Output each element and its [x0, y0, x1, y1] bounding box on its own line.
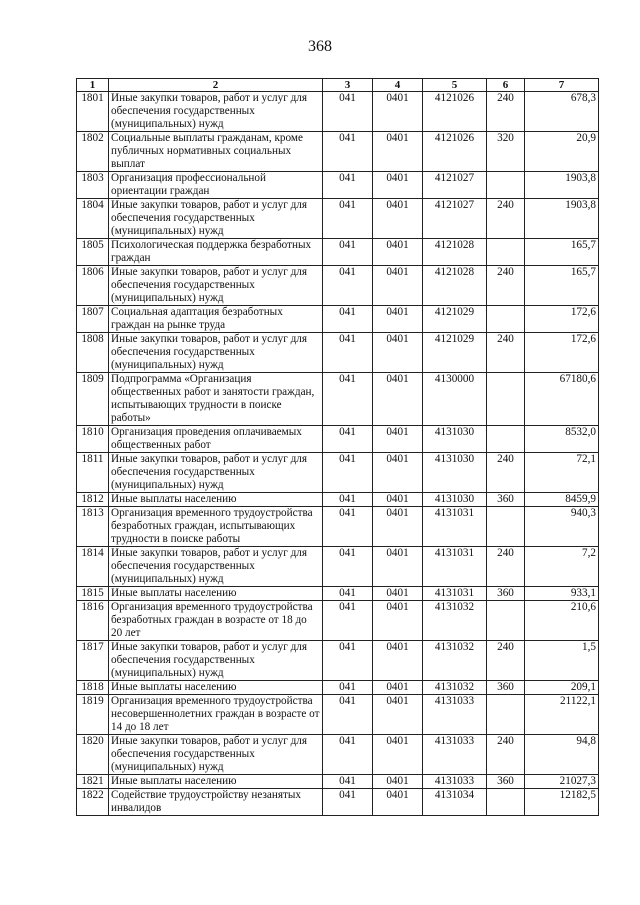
- row-target-code: 4121029: [423, 333, 487, 373]
- column-header: 2: [109, 79, 323, 92]
- row-expense-type: [487, 695, 525, 735]
- table-row: [77, 641, 599, 681]
- row-expense-type: 240: [487, 453, 525, 493]
- row-expense-type: 320: [487, 132, 525, 172]
- table-row: [77, 789, 599, 816]
- row-amount: 72,1: [525, 453, 599, 493]
- row-target-code: 4131033: [423, 735, 487, 775]
- row-ministry-code: 041: [323, 266, 373, 306]
- row-expense-type: 240: [487, 92, 525, 132]
- row-name: Организация временного трудоустройства несовершеннолетних граждан в возрасте от 14 до 18 лет: [109, 695, 323, 735]
- row-amount: 209,1: [525, 681, 599, 695]
- row-name: Организация проведения оплачиваемых общественных работ: [109, 426, 323, 453]
- table-row: [77, 373, 599, 426]
- row-number: 1810: [77, 426, 109, 453]
- row-amount: 1903,8: [525, 172, 599, 199]
- row-number: 1817: [77, 641, 109, 681]
- row-target-code: 4131031: [423, 587, 487, 601]
- row-number: 1821: [77, 775, 109, 789]
- row-expense-type: 360: [487, 681, 525, 695]
- row-number: 1822: [77, 789, 109, 816]
- row-name: Социальные выплаты гражданам, кроме публичных нормативных социальных выплат: [109, 132, 323, 172]
- row-amount: 1,5: [525, 641, 599, 681]
- table-row: [77, 681, 599, 695]
- row-ministry-code: 041: [323, 199, 373, 239]
- row-number: 1806: [77, 266, 109, 306]
- row-amount: 94,8: [525, 735, 599, 775]
- table-header-row: [77, 79, 599, 92]
- row-name: Психологическая поддержка безработных граждан: [109, 239, 323, 266]
- row-section-code: 0401: [373, 601, 423, 641]
- row-target-code: 4121026: [423, 92, 487, 132]
- row-name: Иные выплаты населению: [109, 775, 323, 789]
- row-section-code: 0401: [373, 507, 423, 547]
- row-number: 1804: [77, 199, 109, 239]
- row-name: Подпрограмма «Организация общественных работ и занятости граждан, испытывающих трудности в поиске работы»: [109, 373, 323, 426]
- row-target-code: 4131033: [423, 695, 487, 735]
- row-number: 1814: [77, 547, 109, 587]
- row-number: 1818: [77, 681, 109, 695]
- row-name: Иные закупки товаров, работ и услуг для обеспечения государственных (муниципальных) нужд: [109, 547, 323, 587]
- row-section-code: 0401: [373, 453, 423, 493]
- row-number: 1811: [77, 453, 109, 493]
- table-row: [77, 493, 599, 507]
- page-number: 368: [308, 38, 332, 55]
- row-expense-type: [487, 789, 525, 816]
- table-row: [77, 266, 599, 306]
- row-amount: 8532,0: [525, 426, 599, 453]
- table-row: [77, 775, 599, 789]
- row-expense-type: 360: [487, 493, 525, 507]
- row-ministry-code: 041: [323, 426, 373, 453]
- row-number: 1815: [77, 587, 109, 601]
- table-row: [77, 172, 599, 199]
- table-row: [77, 507, 599, 547]
- row-amount: 940,3: [525, 507, 599, 547]
- row-target-code: 4131032: [423, 681, 487, 695]
- row-expense-type: 240: [487, 547, 525, 587]
- row-name: Иные выплаты населению: [109, 587, 323, 601]
- row-name: Социальная адаптация безработных граждан на рынке труда: [109, 306, 323, 333]
- row-number: 1812: [77, 493, 109, 507]
- row-name: Иные закупки товаров, работ и услуг для обеспечения государственных (муниципальных) нужд: [109, 333, 323, 373]
- row-ministry-code: 041: [323, 92, 373, 132]
- row-section-code: 0401: [373, 426, 423, 453]
- row-number: 1816: [77, 601, 109, 641]
- row-ministry-code: 041: [323, 333, 373, 373]
- row-ministry-code: 041: [323, 507, 373, 547]
- row-section-code: 0401: [373, 333, 423, 373]
- table-row: [77, 735, 599, 775]
- row-amount: 8459,9: [525, 493, 599, 507]
- table-row: [77, 587, 599, 601]
- column-header: 4: [373, 79, 423, 92]
- row-amount: 21027,3: [525, 775, 599, 789]
- row-ministry-code: 041: [323, 601, 373, 641]
- row-target-code: 4121029: [423, 306, 487, 333]
- row-target-code: 4121027: [423, 172, 487, 199]
- row-section-code: 0401: [373, 789, 423, 816]
- row-amount: 21122,1: [525, 695, 599, 735]
- table-row: [77, 92, 599, 132]
- row-amount: 165,7: [525, 266, 599, 306]
- row-target-code: 4131032: [423, 601, 487, 641]
- row-target-code: 4130000: [423, 373, 487, 426]
- row-section-code: 0401: [373, 266, 423, 306]
- row-name: Иные закупки товаров, работ и услуг для обеспечения государственных (муниципальных) нужд: [109, 641, 323, 681]
- table-row: [77, 695, 599, 735]
- row-amount: 20,9: [525, 132, 599, 172]
- row-number: 1803: [77, 172, 109, 199]
- row-ministry-code: 041: [323, 587, 373, 601]
- row-target-code: 4131031: [423, 547, 487, 587]
- row-section-code: 0401: [373, 695, 423, 735]
- table-row: [77, 601, 599, 641]
- row-target-code: 4121028: [423, 266, 487, 306]
- row-section-code: 0401: [373, 775, 423, 789]
- column-header: 1: [77, 79, 109, 92]
- table-row: [77, 132, 599, 172]
- row-target-code: 4131033: [423, 775, 487, 789]
- row-amount: 933,1: [525, 587, 599, 601]
- row-expense-type: [487, 601, 525, 641]
- row-expense-type: [487, 373, 525, 426]
- table-row: [77, 547, 599, 587]
- row-target-code: 4131030: [423, 453, 487, 493]
- row-target-code: 4131031: [423, 507, 487, 547]
- table-row: [77, 426, 599, 453]
- row-amount: 7,2: [525, 547, 599, 587]
- row-ministry-code: 041: [323, 453, 373, 493]
- row-name: Содействие трудоустройству незанятых инвалидов: [109, 789, 323, 816]
- row-section-code: 0401: [373, 641, 423, 681]
- row-amount: 172,6: [525, 306, 599, 333]
- row-amount: 1903,8: [525, 199, 599, 239]
- table-row: [77, 199, 599, 239]
- row-ministry-code: 041: [323, 306, 373, 333]
- row-number: 1820: [77, 735, 109, 775]
- table-body: [77, 92, 599, 816]
- row-expense-type: 240: [487, 199, 525, 239]
- row-number: 1801: [77, 92, 109, 132]
- budget-table: [76, 78, 599, 816]
- row-ministry-code: 041: [323, 641, 373, 681]
- row-section-code: 0401: [373, 735, 423, 775]
- row-ministry-code: 041: [323, 239, 373, 266]
- column-header: 3: [323, 79, 373, 92]
- column-header: 5: [423, 79, 487, 92]
- row-section-code: 0401: [373, 547, 423, 587]
- row-expense-type: 360: [487, 775, 525, 789]
- row-section-code: 0401: [373, 239, 423, 266]
- row-ministry-code: 041: [323, 695, 373, 735]
- row-section-code: 0401: [373, 493, 423, 507]
- row-amount: 12182,5: [525, 789, 599, 816]
- row-amount: 165,7: [525, 239, 599, 266]
- row-expense-type: 360: [487, 587, 525, 601]
- row-section-code: 0401: [373, 132, 423, 172]
- row-section-code: 0401: [373, 306, 423, 333]
- row-ministry-code: 041: [323, 373, 373, 426]
- row-ministry-code: 041: [323, 775, 373, 789]
- row-target-code: 4121027: [423, 199, 487, 239]
- row-ministry-code: 041: [323, 493, 373, 507]
- row-expense-type: 240: [487, 735, 525, 775]
- row-section-code: 0401: [373, 587, 423, 601]
- row-amount: 172,6: [525, 333, 599, 373]
- row-name: Организация временного трудоустройства безработных граждан в возрасте от 18 до 20 лет: [109, 601, 323, 641]
- row-ministry-code: 041: [323, 172, 373, 199]
- row-name: Иные закупки товаров, работ и услуг для обеспечения государственных (муниципальных) нужд: [109, 266, 323, 306]
- row-section-code: 0401: [373, 172, 423, 199]
- row-ministry-code: 041: [323, 789, 373, 816]
- row-ministry-code: 041: [323, 547, 373, 587]
- row-name: Иные закупки товаров, работ и услуг для обеспечения государственных (муниципальных) нужд: [109, 199, 323, 239]
- column-header: 7: [525, 79, 599, 92]
- row-expense-type: [487, 172, 525, 199]
- row-name: Иные выплаты населению: [109, 681, 323, 695]
- row-ministry-code: 041: [323, 132, 373, 172]
- row-target-code: 4131030: [423, 493, 487, 507]
- row-expense-type: 240: [487, 641, 525, 681]
- row-name: Организация временного трудоустройства безработных граждан, испытывающих трудности в поиске работы: [109, 507, 323, 547]
- row-target-code: 4131034: [423, 789, 487, 816]
- row-section-code: 0401: [373, 92, 423, 132]
- table-row: [77, 239, 599, 266]
- row-ministry-code: 041: [323, 681, 373, 695]
- row-expense-type: [487, 426, 525, 453]
- row-target-code: 4121028: [423, 239, 487, 266]
- row-target-code: 4131030: [423, 426, 487, 453]
- table-row: [77, 306, 599, 333]
- row-expense-type: [487, 239, 525, 266]
- row-amount: 67180,6: [525, 373, 599, 426]
- row-target-code: 4121026: [423, 132, 487, 172]
- row-target-code: 4131032: [423, 641, 487, 681]
- row-ministry-code: 041: [323, 735, 373, 775]
- row-name: Иные закупки товаров, работ и услуг для обеспечения государственных (муниципальных) нужд: [109, 453, 323, 493]
- row-section-code: 0401: [373, 199, 423, 239]
- row-name: Иные выплаты населению: [109, 493, 323, 507]
- row-number: 1807: [77, 306, 109, 333]
- row-amount: 678,3: [525, 92, 599, 132]
- row-number: 1805: [77, 239, 109, 266]
- row-number: 1808: [77, 333, 109, 373]
- row-expense-type: 240: [487, 333, 525, 373]
- row-name: Организация профессиональной ориентации граждан: [109, 172, 323, 199]
- row-section-code: 0401: [373, 373, 423, 426]
- table-row: [77, 453, 599, 493]
- row-name: Иные закупки товаров, работ и услуг для обеспечения государственных (муниципальных) нужд: [109, 735, 323, 775]
- row-number: 1819: [77, 695, 109, 735]
- column-header: 6: [487, 79, 525, 92]
- row-name: Иные закупки товаров, работ и услуг для обеспечения государственных (муниципальных) нужд: [109, 92, 323, 132]
- row-number: 1809: [77, 373, 109, 426]
- row-expense-type: 240: [487, 266, 525, 306]
- row-section-code: 0401: [373, 681, 423, 695]
- row-expense-type: [487, 507, 525, 547]
- row-number: 1813: [77, 507, 109, 547]
- row-number: 1802: [77, 132, 109, 172]
- table-row: [77, 333, 599, 373]
- row-expense-type: [487, 306, 525, 333]
- row-amount: 210,6: [525, 601, 599, 641]
